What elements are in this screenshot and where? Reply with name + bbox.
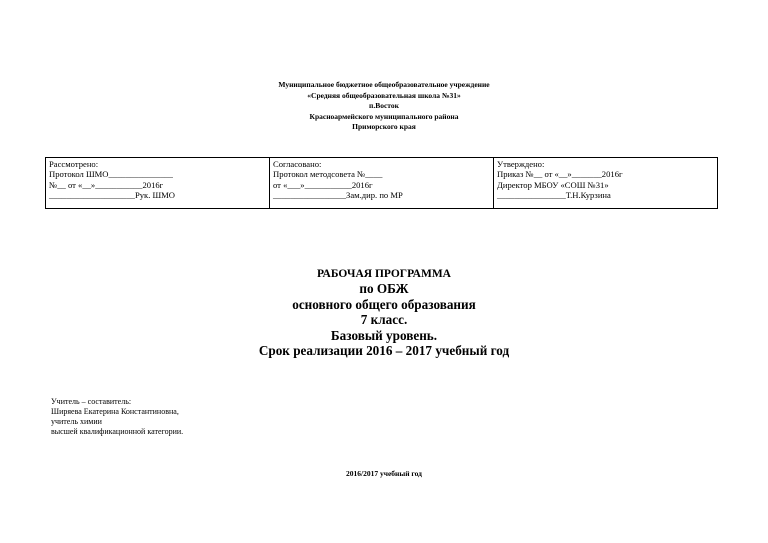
author-category: высшей квалификационной категории. — [51, 427, 184, 436]
school-district: Красноармейского муниципального района — [309, 111, 459, 121]
approved-cell — [494, 158, 718, 209]
approvals-table — [45, 157, 718, 209]
school-name: «Средняя общеобразовательная школа №31» — [307, 90, 461, 100]
academic-year: 2016/2017 учебный год — [346, 469, 422, 478]
approvals-row — [46, 158, 718, 209]
reviewed-heading: Рассмотрено: — [49, 159, 99, 169]
agreed-protocol: Протокол методсовета №____ — [273, 169, 383, 180]
approved-director: Директор МБОУ «СОШ №31» — [497, 179, 609, 190]
school-settlement: п.Восток — [369, 101, 399, 110]
reviewed-cell — [46, 158, 270, 209]
agreed-signature: _________________Зам.дир. по МР — [273, 190, 403, 201]
agreed-cell — [270, 158, 494, 209]
program-period: Срок реализации 2016 – 2017 учебный год — [258, 343, 510, 358]
reviewed-protocol: Протокол ШМО_______________ — [49, 169, 173, 180]
reviewed-signature: ____________________Рук. ШМО — [49, 190, 176, 201]
author-subject: учитель химии — [51, 417, 102, 426]
author-role: Учитель – составитель: — [51, 397, 132, 406]
program-heading: РАБОЧАЯ ПРОГРАММА — [316, 268, 451, 280]
author-block — [51, 397, 183, 437]
program-subject: по ОБЖ — [359, 281, 409, 296]
school-type: Муниципальное бюджетное общеобразовательное учреждение — [278, 80, 490, 89]
agreed-heading: Согласовано: — [273, 159, 322, 169]
program-level: основного общего образования — [292, 296, 476, 312]
reviewed-date: №__ от «__»___________2016г — [49, 179, 164, 190]
approved-heading: Утверждено: — [497, 159, 545, 169]
approved-signature: ________________Т.Н.Курзина — [497, 190, 611, 201]
author-name: Ширяева Екатерина Константиновна, — [51, 407, 179, 416]
approved-order: Приказ №__ от «__»_______2016г — [497, 169, 623, 180]
school-region: Приморского края — [352, 122, 416, 131]
agreed-date: от «___»___________2016г — [273, 179, 373, 190]
program-grade: 7 класс. — [360, 312, 408, 327]
school-header — [0, 80, 768, 133]
program-tier: Базовый уровень. — [330, 327, 438, 343]
program-title — [0, 267, 768, 359]
